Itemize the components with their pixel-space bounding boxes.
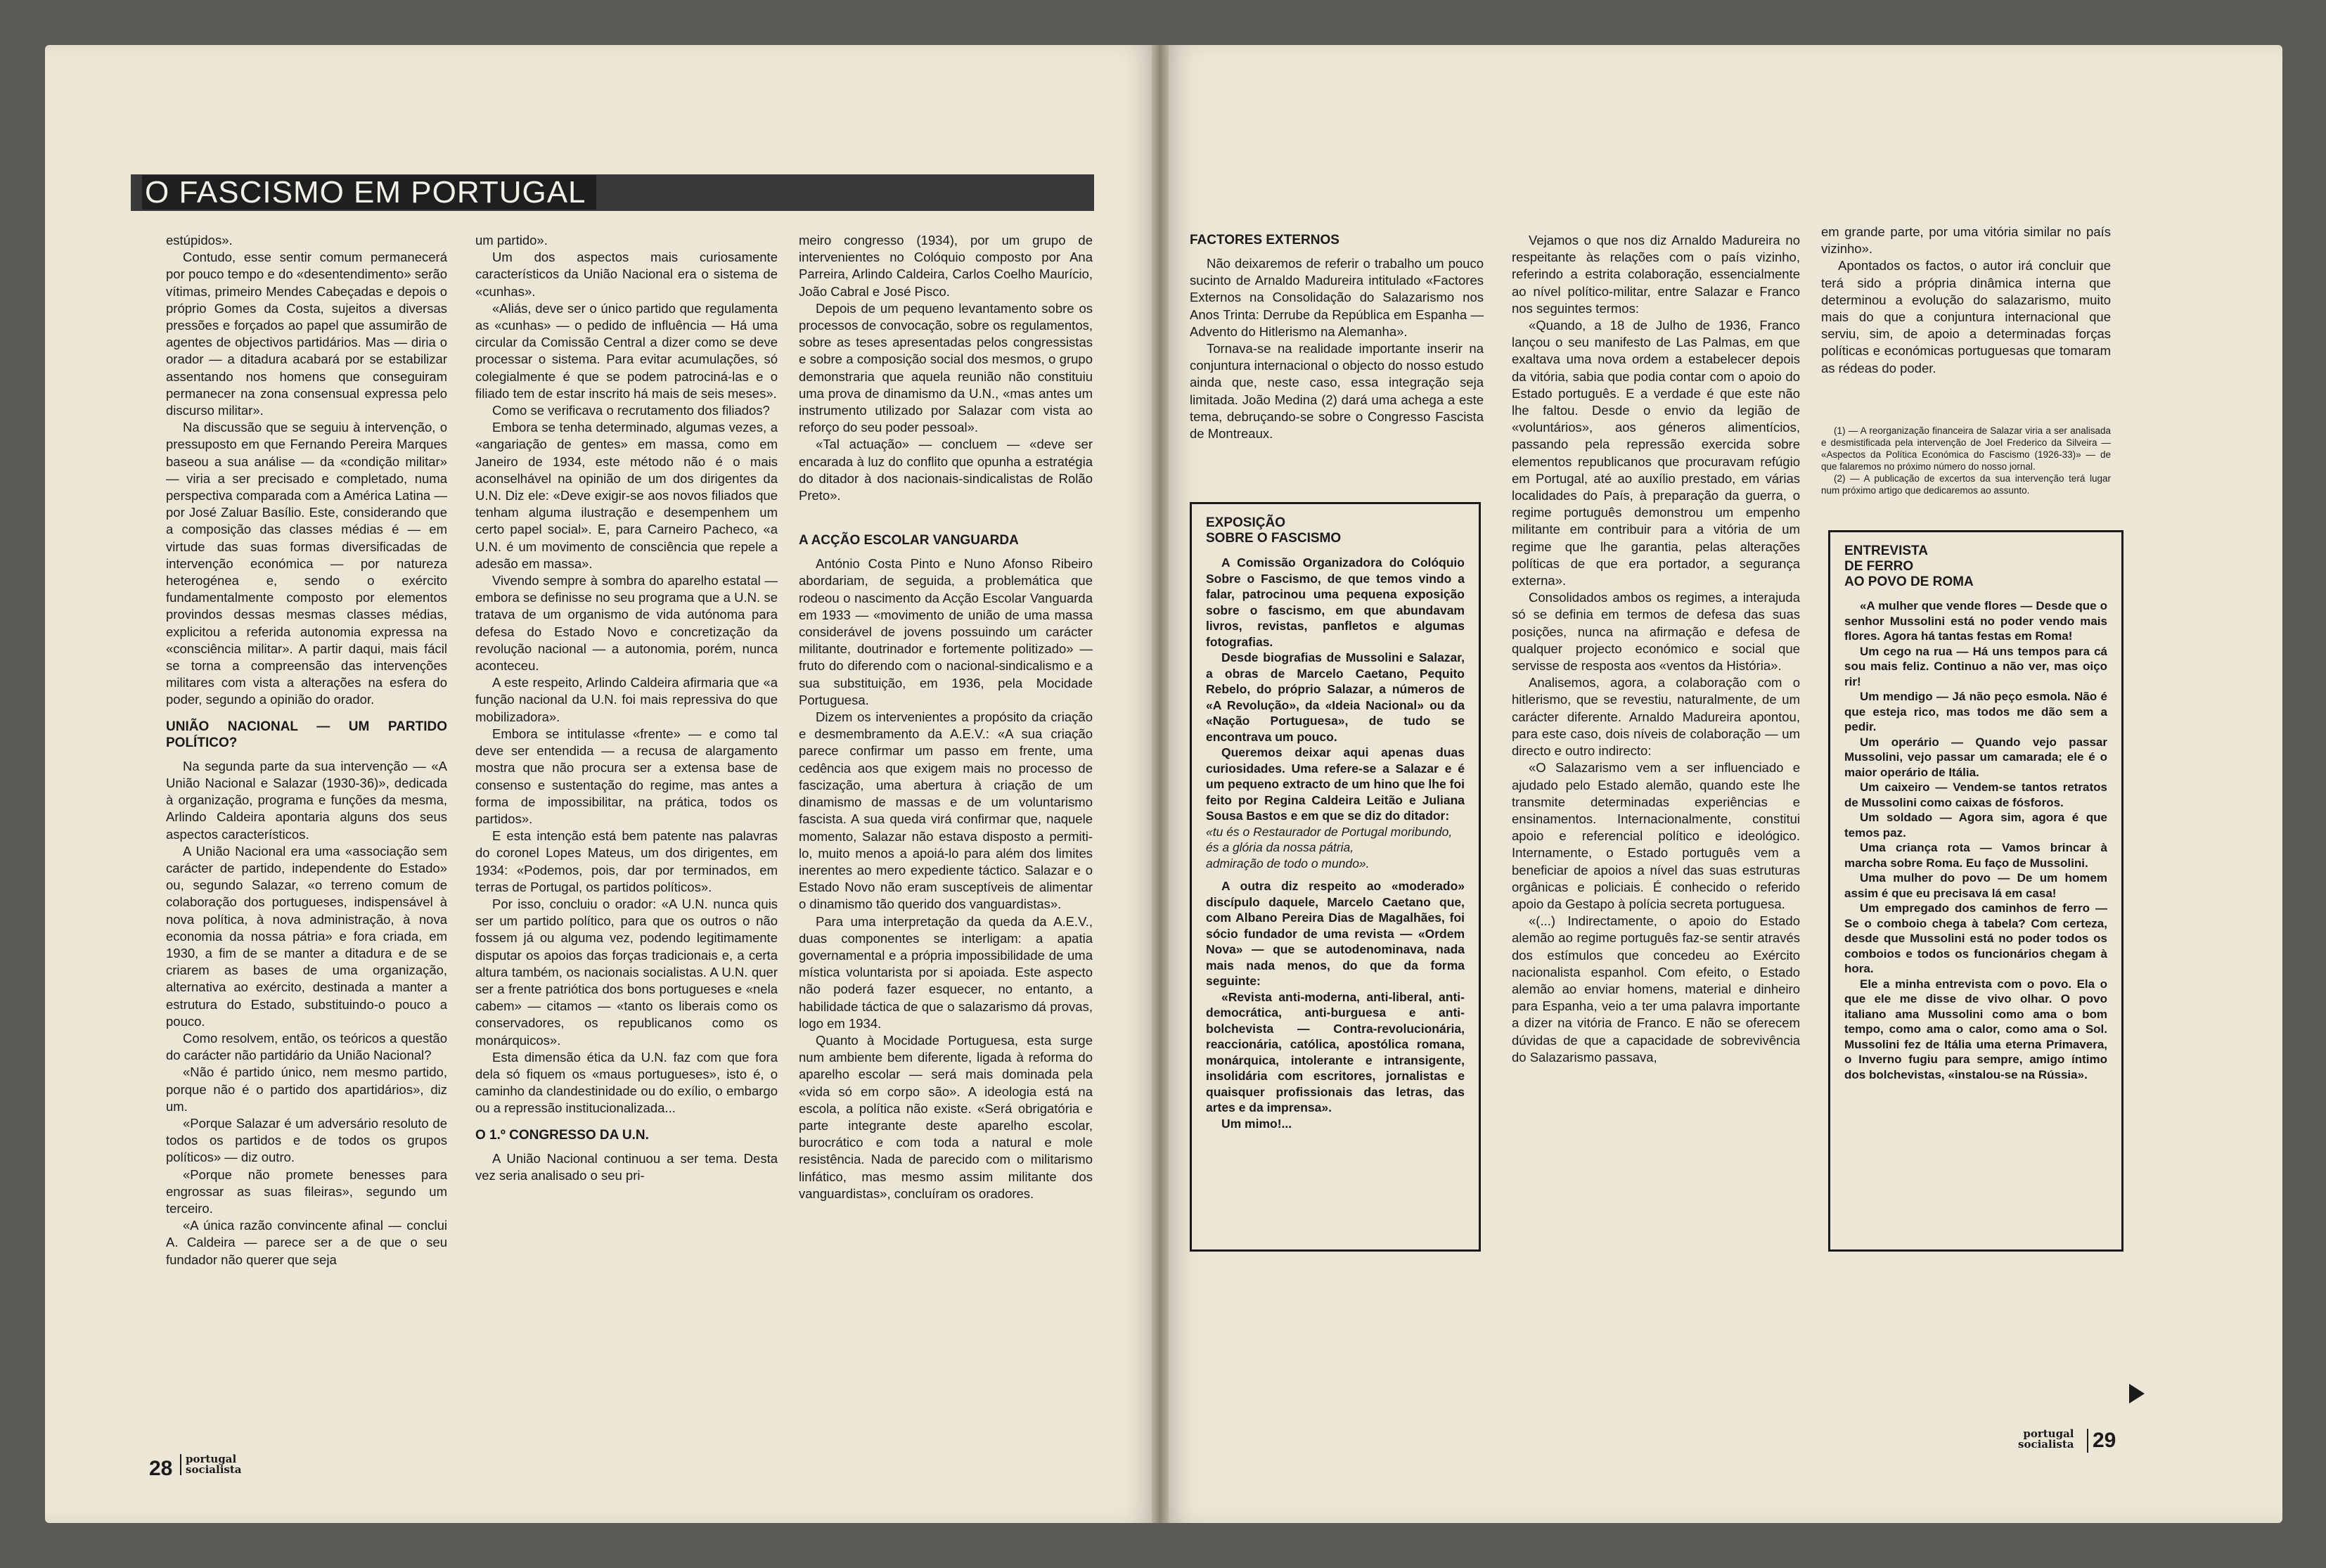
section-heading: A ACÇÃO ESCOLAR VANGUARDA <box>799 533 1019 548</box>
interview-line: Um empregado dos caminhos de ferro — Se o comboio chega à tabela? Com certeza, desde que Mussolini está no poder todos os comboios e todos os funcionários chegam à hora. <box>1844 901 2107 975</box>
left-column-3 <box>799 232 1093 1202</box>
paragraph: Esta dimensão ética da U.N. faz com que fora dela só fiquem os «maus portugueses», isto é, o caminho da clandestinidade ou do exílio, o embargo ou a repressão institucionalizada... <box>475 1049 778 1116</box>
paragraph: Quanto à Mocidade Portuguesa, esta surge num ambiente bem diferente, ligada à reforma do aparelho escolar — será mais dominada pela «vida só em corpo são». A ideologia está na escola, a política não existe. «Será obrigatória e parte integrante deste aparelho escolar, burocrático e com toda a natural e mole resistência. Nada de parecido com o militarismo linfático, mas mesmo assim militante dos vanguardistas», concluíram os oradores. <box>799 1032 1093 1201</box>
interview-line: Ele a minha entrevista com o povo. Ela o que ele me disse de vivo olhar. O povo italiano ama Mussolini como ama o bom tempo, como ama o calor, como ama o Sol. Mussolini fez de Itália uma eterna Primavera, o Inverno fugiu para sempre, amigo íntimo dos bolchevistas, «instalou-se na Rússia». <box>1844 977 2107 1081</box>
footnote: (2) — A publicação de excertos da sua intervenção terá lugar num próximo artigo que dedicaremos ao assunto. <box>1821 473 2111 496</box>
box-paragraph: Um mimo!... <box>1221 1116 1292 1131</box>
paragraph: Apontados os factos, o autor irá concluir que terá sido a própria dinâmica interna que determinou a evolução do salazarismo, muito mais do que a conjuntura internacional que serviu, sim, de apoio a determinadas forças políticas e económicas portuguesas que tomaram as rédeas do poder. <box>1821 258 2111 375</box>
paragraph: «Tal actuação» — concluem — «deve ser encarada à luz do conflito que opunha a estratégia do ditador à dos nacionais-sindicalistas de Rolão Preto». <box>799 437 1093 503</box>
box-heading-line: ENTREVISTA <box>1844 544 1928 558</box>
paragraph: «A única razão convincente afinal — conclui A. Caldeira — parece ser a de que o seu fundador não querer que seja <box>166 1218 447 1267</box>
left-column-1 <box>166 232 447 1268</box>
box-heading <box>1844 544 2107 590</box>
interview-line: Uma mulher do povo — De um homem assim é que eu precisava lá em casa! <box>1844 871 2107 900</box>
box-heading-line: AO POVO DE ROMA <box>1844 574 1974 589</box>
paragraph: Embora se tenha determinado, algumas vezes, a «angariação de gentes» em massa, como em Janeiro de 1934, este método não é o mais aconselhável na opinião de um dos dirigentes da U.N. Diz ele: «Deve exigir-se aos novos filiados que tenham alguma ilustração e desempenhem um certo papel social». E, para Carneiro Pacheco, «a U.N. é um movimento de consciência que repele a adesão em massa». <box>475 420 778 571</box>
interview-line: Um soldado — Agora sim, agora é que temos paz. <box>1844 811 2107 840</box>
paragraph: Embora se intitulasse «frente» — e como tal deve ser entendida — a recusa de alargamento mostra que não procura ser a extensa base de consenso e sustentação do regime, mas antes a forma de impossibilitar, na prática, todos os partidos». <box>475 726 778 826</box>
paragraph: Consolidados ambos os regimes, a interajuda só se definia em termos de defesa das suas posições, nunca na afirmação e defesa de qualquer projecto económico e social que servisse de resposta aos «ventos da História». <box>1512 590 1800 674</box>
section-heading: FACTORES EXTERNOS <box>1190 233 1339 248</box>
right-column-2 <box>1512 232 1800 1066</box>
paragraph: Dizem os intervenientes a propósito da criação e desmembramento da A.E.V.: «A sua criação parece confirmar um passo em frente, uma cedência aos que exigem mais no processo de fascização, uma abertura à criação de um dinamismo de massas e de um voluntarismo fascista. A sua queda virá confirmar que, naquele momento, Salazar não estava disposto a permiti-lo, muito menos a apoiá-lo para além dos limites inerentes ao mero expediente táctico. Salazar e o Estado Novo não eram susceptíveis de alimentar o dinamismo tão querido dos vanguardistas». <box>799 709 1093 912</box>
section-heading: UNIÃO NACIONAL — UM PARTIDO POLÍTICO? <box>166 719 447 750</box>
paragraph: Por isso, concluiu o orador: «A U.N. nunca quis ser um partido político, para que os outros o não fossem já ou alguma vez, podendo legitimamente disputar os apoios das forças tradicionais e, a certa altura também, os nacionais socialistas. A U.N. quer ser a frente patriótica dos bons portugueses e «nela cabem» — citamos — «tanto os liberais como os conservadores, os republicanos como os monárquicos». <box>475 896 778 1048</box>
interview-line: Um caixeiro — Vendem-se tantos retratos de Mussolini como caixas de fósforos. <box>1844 780 2107 809</box>
logo-line: portugal <box>186 1453 237 1465</box>
interview-line: «A mulher que vende flores — Desde que o senhor Mussolini está no poder vendo mais flores. Agora há tantas festas em Roma! <box>1844 599 2107 643</box>
article-title-banner <box>131 174 1094 211</box>
box-heading-line: DE FERRO <box>1844 559 1914 574</box>
left-column-2 <box>475 232 778 1184</box>
verse-line: és a glória da nossa pátria, <box>1206 840 1354 854</box>
logo-line: socialista <box>2018 1438 2074 1451</box>
paragraph: A União Nacional continuou a ser tema. Desta vez seria analisado o seu pri- <box>475 1150 778 1183</box>
paragraph: Analisemos, agora, a colaboração com o hitlerismo, que se revestiu, naturalmente, de um carácter diferente. Arnaldo Madureira apontou, para este caso, dois níveis de colaboração — um directo e outro indirecto: <box>1512 675 1800 759</box>
paragraph: Tornava-se na realidade importante inserir na conjuntura internacional o objecto do nosso estudo ainda que, neste caso, essa integração seja limitada. João Medina (2) dará uma achega a este tema, debruçando-se sobre o Congresso Fascista de Montreaux. <box>1190 341 1484 442</box>
footnote: (1) — A reorganização financeira de Salazar viria a ser analisada e desmistificada pela intervenção de Joel Frederico da Silveira — «Aspectos da Política Económica do Fascismo (1926-33)» — de que falaremos no próximo número do nosso jornal. <box>1821 425 2111 472</box>
right-column-3 <box>1821 224 2111 377</box>
box-heading-line: SOBRE O FASCISMO <box>1206 531 1342 546</box>
footnotes <box>1821 425 2111 496</box>
paragraph: «Quando, a 18 de Julho de 1936, Franco lançou o seu manifesto de Las Palmas, em que exaltava uma nova ordem a estabelecer depois da vitória, sabia que podia contar com o apoio do Estado português. E a verdade é que este não lhe faltou. Desde o envio da legião de «voluntários», aos géneros alimentícios, passando pela repressão exercida sobre elementos republicanos que procuravam refúgio em Portugal, até ao auxílio prestado, em várias localidades do País, à preparação da guerra, o regime português demonstrou um empenho militante em contribuir para a vitória de um regime que lhe garantia, pelas alterações políticas de que era portador, a segurança externa». <box>1512 318 1800 589</box>
paragraph: meiro congresso (1934), por um grupo de intervenientes no Colóquio composto por Ana Parreira, Arlindo Caldeira, Carlos Coelho Maurício, João Cabral e José Pisco. <box>799 233 1093 299</box>
interview-line: Um cego na rua — Há uns tempos para cá sou mais feliz. Continuo a não ver, mas oiço rir! <box>1844 644 2107 688</box>
box-heading-line: EXPOSIÇÃO <box>1206 515 1285 530</box>
publication-logo-left <box>180 1454 242 1475</box>
page-number-right: 29 <box>2087 1429 2116 1453</box>
paragraph: Contudo, esse sentir comum permanecerá por pouco tempo e do «desentendimento» serão vítimas, primeiro Mendes Cabeçadas e depois o próprio Gomes da Costa, sujeitos a diversas pressões e forçados ao papel que assumirão de agentes de objectivos partidários. Mas — diria o orador — a ditadura acabará por se estabilizar assentando nos homens que conseguiram permanecer na zona consensual expressa pelo discurso militar». <box>166 250 447 418</box>
paragraph: A União Nacional era uma «associação sem carácter de partido, independente do Estado» ou, segundo Salazar, «o terreno comum de colaboração dos portugueses, indispensável à nova política, à nova administração, à nova economia da nossa pátria» e fora criada, em 1930, a fim de se manter a ditadura e de se criarem as bases de uma organização, alternativa ao exército, destinada a manter a estrutura do Estado, substituindo-o pouco a pouco. <box>166 843 447 1029</box>
paragraph: E esta intenção está bem patente nas palavras do coronel Lopes Mateus, um dos dirigentes, em 1934: «Podemos, pois, dar por terminados, em terras de Portugal, os partidos políticos». <box>475 828 778 894</box>
logo-line: portugal <box>2023 1427 2074 1440</box>
paragraph: estúpidos». <box>166 233 233 248</box>
interview-line: Um mendigo — Já não peço esmola. Não é que esteja rico, mas todos me dão sem a pedir. <box>1844 690 2107 733</box>
right-column-1 <box>1190 232 1484 442</box>
section-heading: O 1.º CONGRESSO DA U.N. <box>475 1127 649 1143</box>
paragraph: Como resolvem, então, os teóricos a questão do carácter não partidário da União Nacional? <box>166 1030 447 1063</box>
page-title: O FASCISMO EM PORTUGAL <box>142 175 596 210</box>
box-paragraph: Desde biografias de Mussolini e Salazar, a obras de Marcelo Caetano, Pequito Rebelo, do próprio Salazar, a números de «A Revolução», da «Ideia Nacional» ou da «Nação Portuguesa», de tudo se encontrava um pouco. <box>1206 650 1465 744</box>
publication-logo-right <box>2018 1429 2074 1450</box>
verse-line: admiração de todo o mundo». <box>1206 856 1370 870</box>
paragraph: «(...) Indirectamente, o apoio do Estado alemão ao regime português faz-se sentir através dos estímulos que concedeu ao Exército nacionalista espanhol. Com efeito, o Estado alemão ao enviar homens, material e dinheiro para Espanha, veio a ter uma palavra importante a dizer na vitória de Franco. E não se oferecem dúvidas de que a capacidade de sobrevivência do Salazarismo passava, <box>1512 913 1800 1065</box>
paragraph: Como se verificava o recrutamento dos filiados? <box>492 403 770 418</box>
verse-line: «tu és o Restaurador de Portugal moribundo, <box>1206 824 1453 839</box>
paragraph: Na segunda parte da sua intervenção — «A União Nacional e Salazar (1930-36)», dedicada à organização, programa e funções da mesma, Arlindo Caldeira apontaria alguns dos seus aspectos característicos. <box>166 758 447 842</box>
paragraph: um partido». <box>475 233 548 248</box>
sidebar-box-entrevista <box>1828 530 2123 1252</box>
paragraph: «Porque não promete benesses para engrossar as suas fileiras», segundo um terceiro. <box>166 1167 447 1216</box>
book-gutter <box>1152 45 1169 1523</box>
paragraph: António Costa Pinto e Nuno Afonso Ribeiro abordariam, de seguida, a problemática que rodeou o nascimento da Acção Escolar Vanguarda em 1933 — «movimento de união de uma massa considerável de jovens possuindo um carácter militante, doutrinador e fortemente politizado» — fruto do diferendo com o nacional-sindicalismo e a sua substituição, em 1936, pela Mocidade Portuguesa. <box>799 556 1093 707</box>
paragraph: A este respeito, Arlindo Caldeira afirmaria que «a função nacional da U.N. foi mais repressiva do que mobilizadora». <box>475 675 778 724</box>
box-paragraph: A outra diz respeito ao «moderado» discípulo daquele, Marcelo Caetano que, com Albano Pereira Dias de Magalhães, foi sócio fundador de uma revista — «Ordem Nova» — que se autodenominava, nada mais nada menos, do que da forma seguinte: <box>1206 879 1465 988</box>
paragraph: Um dos aspectos mais curiosamente característicos da União Nacional era o sistema de «cunhas». <box>475 250 778 299</box>
paragraph: «Não é partido único, nem mesmo partido, porque não é o partido dos apartidários», diz um. <box>166 1065 447 1114</box>
paragraph: «O Salazarismo vem a ser influenciado e ajudado pelo Estado alemão, quando este lhe transmite determinadas experiências e ensinamentos. Internacionalmente, constitui apoio e referencial político e ideológico. Internamente, o Estado português vem a beneficiar de apoios a nível das suas estruturas orgânicas e policiais. É conhecido o referido apoio da Gestapo à polícia secreta portuguesa. <box>1512 760 1800 911</box>
paragraph: em grande parte, por uma vitória similar no país vizinho». <box>1821 224 2111 257</box>
paragraph: Vejamos o que nos diz Arnaldo Madureira no respeitante às relações com o país vizinho, referindo a estrita colaboração, essencialmente ao nível político-militar, entre Salazar e Franco nos seguintes termos: <box>1512 233 1800 316</box>
paragraph: Depois de um pequeno levantamento sobre os processos de convocação, sobre os regulamentos, sobre as teses apresentadas pelos congressistas e sobre a composição social dos mesmos, o grupo demonstraria que aquela reunião não constituiu uma prova de dinamismo da U.N., «mas antes um instrumento utilizado por Salazar com vista ao reforço do seu poder pessoal». <box>799 300 1093 435</box>
paragraph: Para uma interpretação da queda da A.E.V., duas componentes se interligam: a apatia governamental e a própria impossibilidade de uma mística voluntarista por si apoiada. Este aspecto não poderá fazer esquecer, no entanto, a habilidade táctica de que o salazarismo dá provas, logo em 1934. <box>799 913 1093 1031</box>
box-paragraph: A Comissão Organizadora do Colóquio Sobre o Fascismo, de que temos vindo a falar, patrocinou uma pequena exposição sobre o fascismo, em que abundavam livros, revistas, panfletos e algumas fotografias. <box>1206 555 1465 649</box>
interview-line: Uma criança rota — Vamos brincar à marcha sobre Roma. Eu faço de Mussolini. <box>1844 841 2107 870</box>
paragraph: Na discussão que se seguiu à intervenção, o pressuposto em que Fernando Pereira Marques baseou a sua análise — da «condição militar» — viria a ser precisado e completado, numa perspectiva comparada com a América Latina — por José Zaluar Basílio. Este, considerando que a composição das classes médias é — em virtude das suas formas diversificadas de intervenção económica — por natureza heterogénea e, sendo o exército fundamentalmente composto por elementos provindos dessas mesmas classes médias, explicitou a referida autonomia expressa na «consciência militar». A partir daqui, mais fácil se torna a compreensão das intervenções militares com vista a alterações na esfera do poder, segundo a opinião do orador. <box>166 420 447 707</box>
box-paragraph: Queremos deixar aqui apenas duas curiosidades. Uma refere-se a Salazar e é um pequeno extracto de um hino que lhe foi feito por Regina Caldeira Leitão e Juliana Sousa Bastos e em que se diz do ditador: <box>1206 745 1465 823</box>
interview-line: Um operário — Quando vejo passar Mussolini, vejo passar um camarada; ele é o maior operário de Itália. <box>1844 735 2107 779</box>
box-heading <box>1206 515 1465 546</box>
sidebar-box-exposicao <box>1190 502 1481 1252</box>
paragraph: Vivendo sempre à sombra do aparelho estatal — embora se definisse no seu programa que a U.N. se tratava de um organismo de vida autónoma para defesa do Estado Novo e concretização da revolução nacional — a autonomia, porém, nunca aconteceu. <box>475 573 778 674</box>
continue-arrow-icon <box>2129 1384 2145 1403</box>
box-paragraph: «Revista anti-moderna, anti-liberal, anti-democrática, anti-burguesa e anti-bolchevista — Contra-revolucionária, reaccionária, católica, apostólica romana, monárquica, intolerante e intransigente, insolidária com escritores, jornalistas e quaisquer profissionais das letras, das artes e da imprensa». <box>1206 989 1465 1114</box>
paragraph: «Aliás, deve ser o único partido que regulamenta as «cunhas» — o pedido de influência — Há uma circular da Comissão Central a dizer como se deve processar o sistema. Para evitar acumulações, só colegialmente é que se podem patrociná-las e o filiado tem de estar inscrito há mais de seis meses». <box>475 300 778 401</box>
logo-line: socialista <box>186 1463 242 1476</box>
paragraph: «Porque Salazar é um adversário resoluto de todos os partidos e de todos os grupos políticos» — diz outro. <box>166 1115 447 1165</box>
paragraph: Não deixaremos de referir o trabalho um pouco sucinto de Arnaldo Madureira intitulado «Factores Externos na Consolidação do Salazarismo nos Anos Trinta: Derrube da República em Espanha — Advento do Hitlerismo na Alemanha». <box>1190 256 1484 339</box>
page-number-left: 28 <box>149 1457 173 1480</box>
